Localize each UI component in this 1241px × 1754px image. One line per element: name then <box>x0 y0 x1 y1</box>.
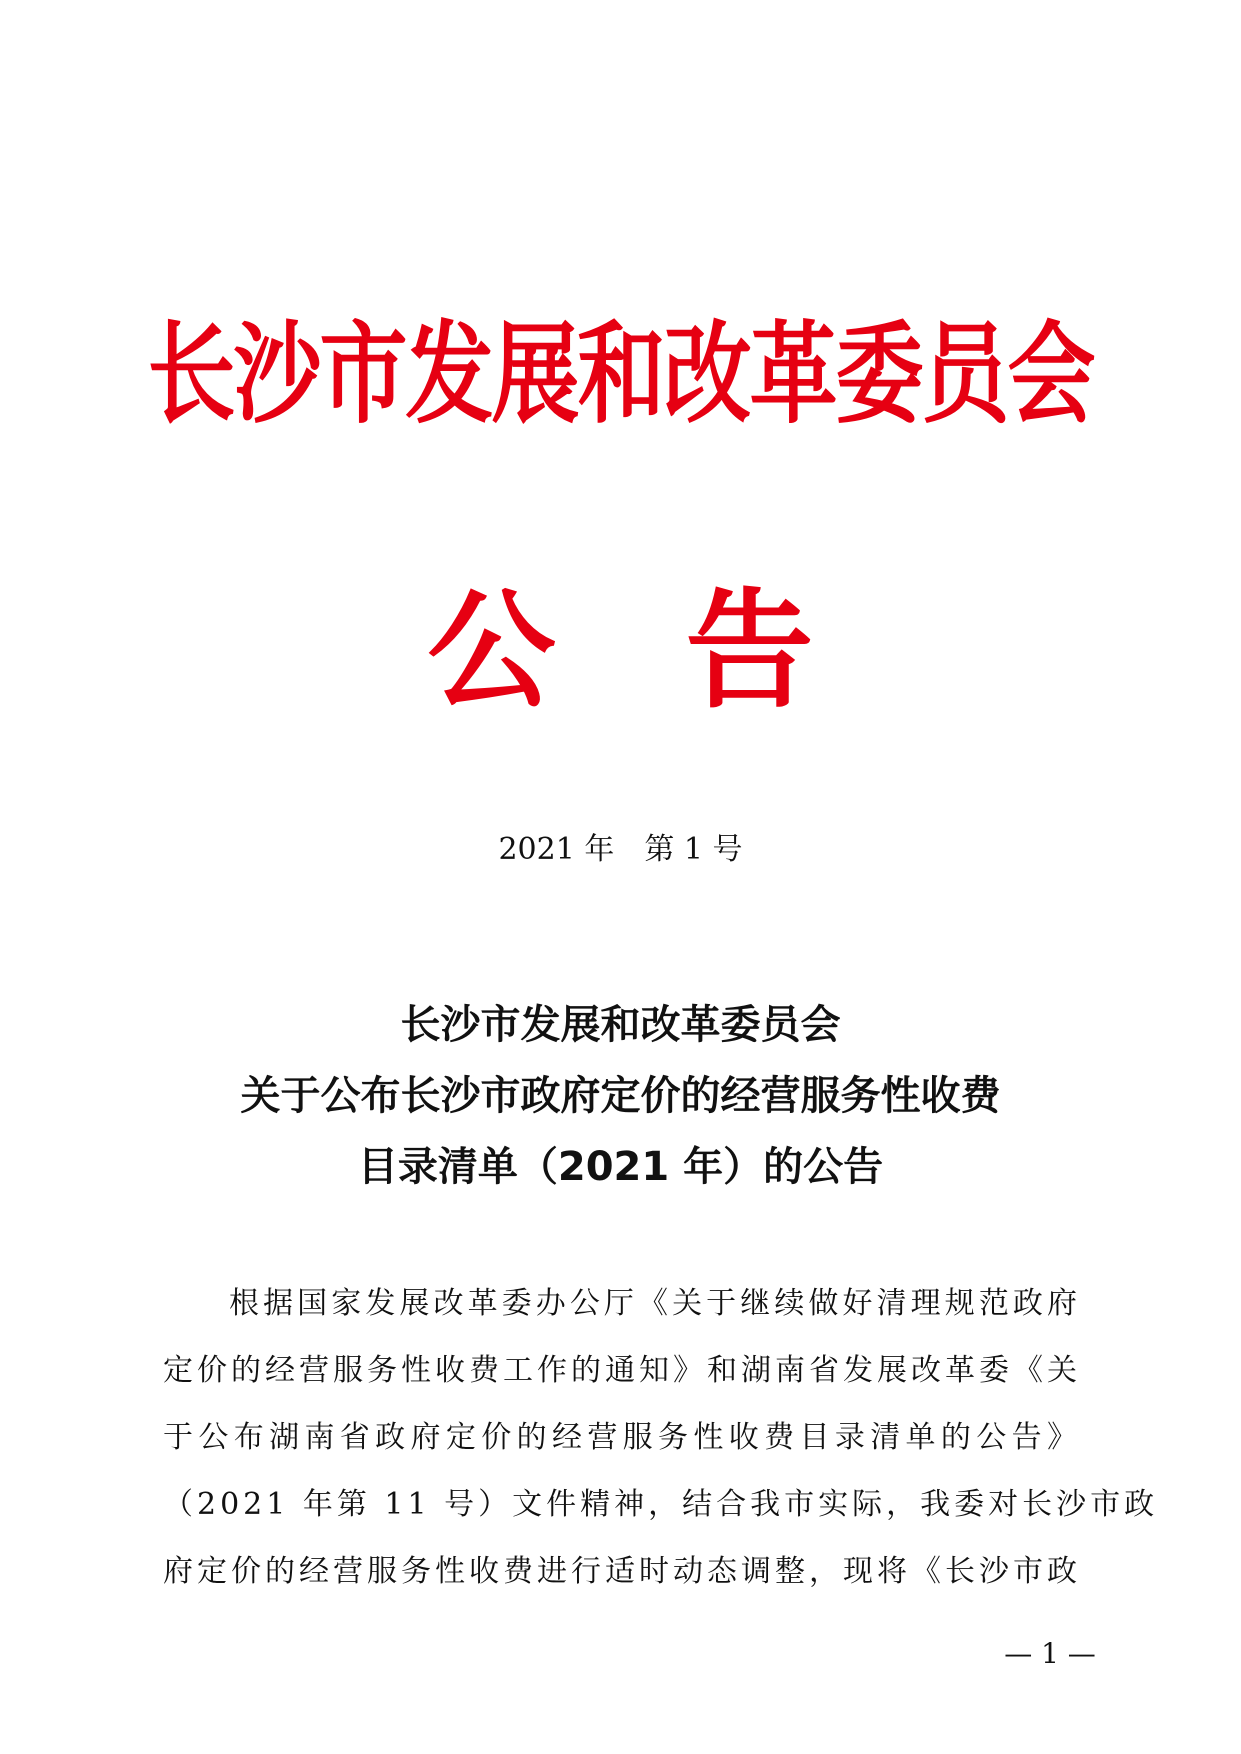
title-line-2: 关于公布长沙市政府定价的经营服务性收费 <box>240 1073 1001 1119</box>
document-year: 2021 年 <box>498 832 615 867</box>
masthead-title: 长沙市发展和改革委员会 <box>147 310 1094 439</box>
document-title <box>0 990 1241 1203</box>
body-line-1: 根据国家发展改革委办公厅《关于继续做好清理规范政府 <box>229 1286 1081 1321</box>
title-line-3: 目录清单（2021 年）的公告 <box>357 1144 884 1190</box>
body-line-2: 定价的经营服务性收费工作的通知》和湖南省发展改革委《关 <box>163 1353 1081 1388</box>
document-type-char-1: 公 <box>427 576 556 726</box>
body-line-3: 于公布湖南省政府定价的经营服务性收费目录清单的公告》 <box>163 1420 1081 1455</box>
document-serial: 第 1 号 <box>644 832 743 867</box>
document-type <box>0 576 1241 726</box>
body-line-4: （2021 年第 11 号）文件精神，结合我市实际，我委对长沙市政 <box>163 1487 1159 1522</box>
document-number <box>0 828 1241 872</box>
document-type-char-2: 告 <box>685 576 814 726</box>
title-line-1: 长沙市发展和改革委员会 <box>400 1002 841 1048</box>
body-text <box>163 1270 1159 1605</box>
body-line-5: 府定价的经营服务性收费进行适时动态调整，现将《长沙市政 <box>163 1554 1081 1589</box>
page-number: — 1 — <box>1004 1637 1096 1670</box>
